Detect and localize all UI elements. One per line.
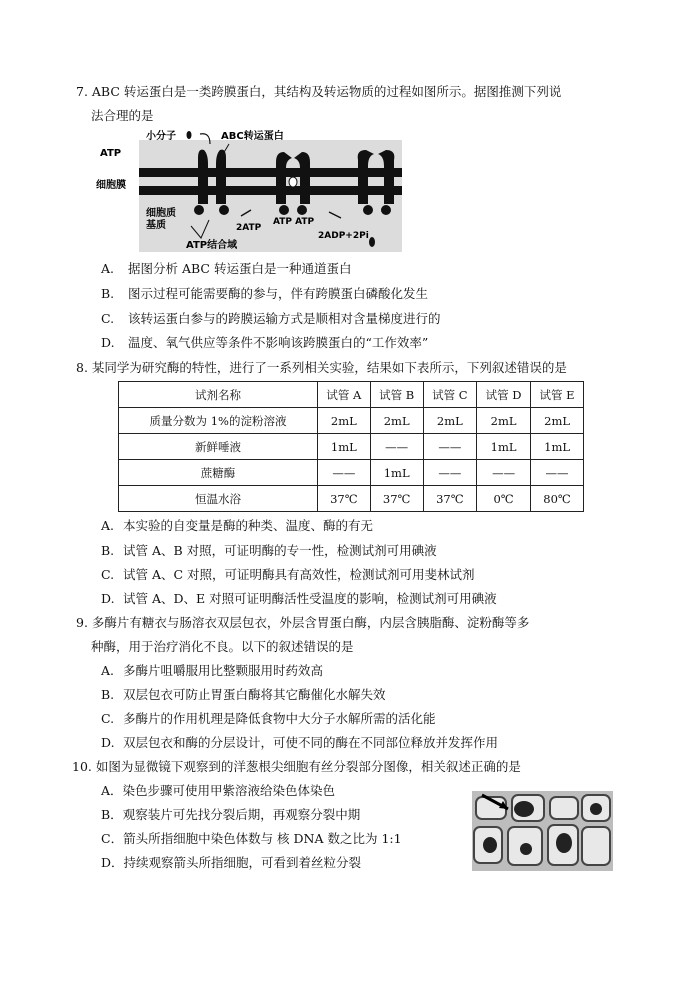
table-cell: 恒温水浴: [119, 486, 318, 512]
table-cell: 2mL: [370, 408, 423, 434]
membrane-label: 细胞膜: [96, 180, 126, 191]
table-cell: 1mL: [370, 460, 423, 486]
abc-transporter-diagram: [96, 124, 402, 252]
q7-stem-line1: 7. ABC 转运蛋白是一类跨膜蛋白，其结构及转运物质的过程如图所示。据图推测下列说: [76, 84, 562, 99]
table-cell: 1mL: [477, 434, 531, 460]
micrograph-image: [472, 791, 613, 871]
table-cell: ——: [531, 460, 584, 486]
q9-stem-line2: 种酶，用于治疗消化不良。以下的叙述错误的是: [91, 639, 354, 654]
table-cell: 37℃: [370, 486, 423, 512]
q9-option-a: A. 多酶片咀嚼服用比整颗服用时药效高: [101, 663, 324, 678]
matrix-label-2: 基质: [146, 220, 166, 231]
table-cell: 蔗糖酶: [119, 460, 318, 486]
small-molecule-dot: [187, 131, 192, 139]
table-header-cell: 试管 D: [477, 382, 531, 408]
q7-option-c: C. 该转运蛋白参与的跨膜运输方式是顺相对含量梯度进行的: [101, 311, 441, 326]
matrix-label-1: 细胞质: [146, 208, 176, 219]
experiment-table: [118, 381, 584, 512]
q7-option-a: A. 据图分析 ABC 转运蛋白是一种通道蛋白: [101, 261, 352, 276]
q9-option-c: C. 多酶片的作用机理是降低食物中大分子水解所需的活化能: [101, 711, 436, 726]
q7-stem-line2: 法合理的是: [91, 108, 154, 123]
q10-option-a: A．染色步骤可使用甲紫溶液给染色体染色: [101, 783, 336, 798]
table-row: [119, 460, 584, 486]
q8-option-d: D. 试管 A、D、E 对照可证明酶活性受温度的影响，检测试剂可用碘液: [101, 591, 497, 606]
adp-pi-label: 2ADP+2Pi: [318, 231, 369, 241]
table-cell: 新鲜唾液: [119, 434, 318, 460]
table-cell: 0℃: [477, 486, 531, 512]
q9-stem-line1: 9. 多酶片有糖衣与肠溶衣双层包衣，外层含胃蛋白酶，内层含胰脂酶、淀粉酶等多: [76, 615, 530, 630]
table-row: [119, 434, 584, 460]
atp-side-label: ATP: [100, 148, 122, 159]
small-molecule-label: 小分子: [146, 131, 176, 142]
q10-stem: 10. 如图为显微镜下观察到的洋葱根尖细胞有丝分裂部分图像，相关叙述正确的是: [72, 759, 521, 774]
q9-option-d: D. 双层包衣和酶的分层设计，可使不同的酶在不同部位释放并发挥作用: [101, 735, 499, 750]
table-cell: 1mL: [318, 434, 371, 460]
table-header-cell: 试剂名称: [119, 382, 318, 408]
two-atp-label: 2ATP: [236, 223, 262, 233]
table-cell: ——: [477, 460, 531, 486]
table-cell: 2mL: [531, 408, 584, 434]
q7-option-b: B. 图示过程可能需要酶的参与，伴有跨膜蛋白磷酸化发生: [101, 286, 429, 301]
table-cell: 1mL: [531, 434, 584, 460]
released-molecule: [369, 237, 375, 247]
atp-domain-label: ATP结合域: [186, 240, 238, 251]
table-cell: ——: [370, 434, 423, 460]
table-cell: ——: [318, 460, 371, 486]
q9-option-b: B. 双层包衣可防止胃蛋白酶将其它酶催化水解失效: [101, 687, 386, 702]
table-cell: 2mL: [477, 408, 531, 434]
table-header-cell: 试管 C: [423, 382, 476, 408]
q8-stem: 8. 某同学为研究酶的特性，进行了一系列相关实验，结果如下表所示，下列叙述错误的是: [76, 360, 567, 375]
atp-atp-label: ATP ATP: [273, 217, 315, 227]
q8-option-c: C. 试管 A、C 对照，可证明酶具有高效性，检测试剂可用斐林试剂: [101, 567, 475, 582]
q8-option-a: A. 本实验的自变量是酶的种类、温度、酶的有无: [101, 518, 374, 533]
table-header-cell: 试管 A: [318, 382, 371, 408]
table-row: [119, 408, 584, 434]
q8-option-b: B. 试管 A、B 对照，可证明酶的专一性，检测试剂可用碘液: [101, 543, 437, 558]
table-cell: ——: [423, 460, 476, 486]
table-cell: 80℃: [531, 486, 584, 512]
table-cell: 2mL: [318, 408, 371, 434]
q7-option-d: D. 温度、氧气供应等条件不影响该跨膜蛋白的“工作效率”: [101, 335, 429, 350]
table-header-row: [119, 382, 584, 408]
table-cell: 2mL: [423, 408, 476, 434]
table-cell: 质量分数为 1%的淀粉溶液: [119, 408, 318, 434]
q10-option-d: D．持续观察箭头所指细胞，可看到着丝粒分裂: [101, 855, 362, 870]
table-row: [119, 486, 584, 512]
table-header-cell: 试管 B: [370, 382, 423, 408]
q10-option-b: B．观察装片可先找分裂后期，再观察分裂中期: [101, 807, 361, 822]
table-header-cell: 试管 E: [531, 382, 584, 408]
abc-protein-label: ABC转运蛋白: [221, 131, 284, 142]
table-cell: ——: [423, 434, 476, 460]
table-cell: 37℃: [318, 486, 371, 512]
table-cell: 37℃: [423, 486, 476, 512]
q10-option-c: C．箭头所指细胞中染色体数与 核 DNA 数之比为 1:1: [101, 831, 402, 846]
